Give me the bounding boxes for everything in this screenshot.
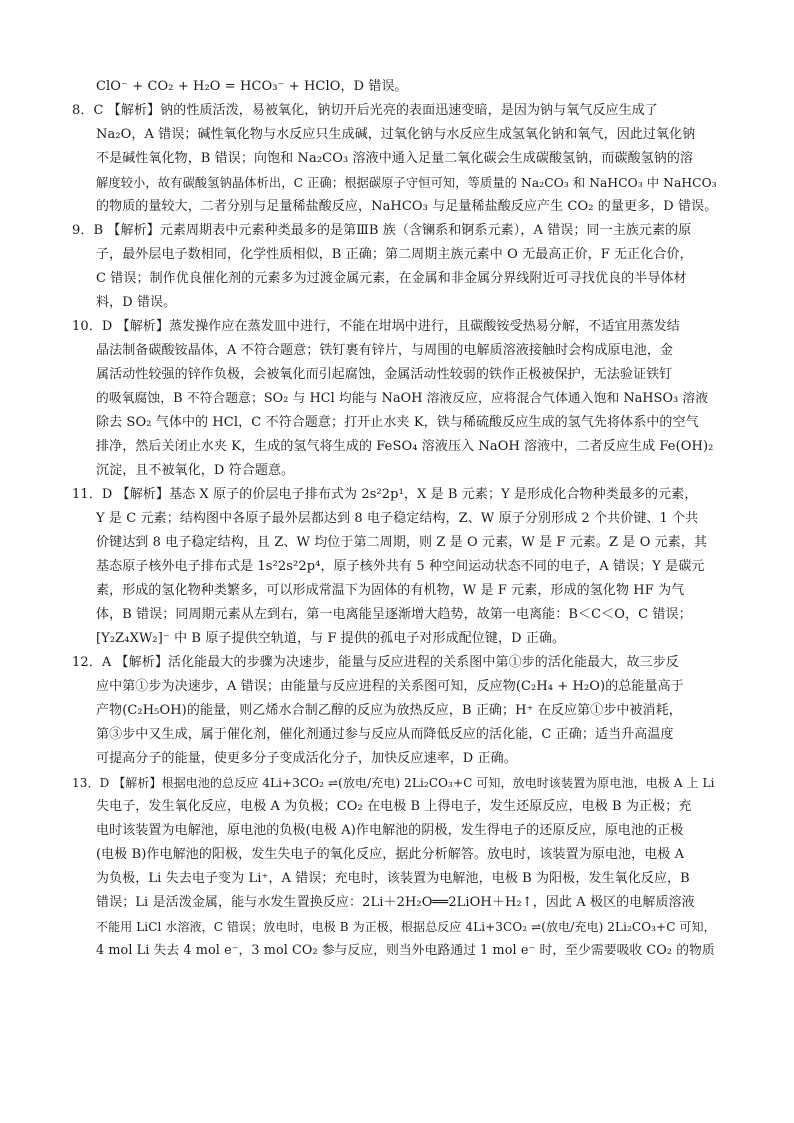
- text-line: 不能用 LiCl 水溶液，C 错误；放电时，电极 B 为正极，根据总反应 4Li+3CO₂ ⇌(放电/充电) 2Li₂CO₃+C 可知，: [96, 920, 716, 934]
- text-line: 12．A 【解析】活化能最大的步骤为决速步，能量与反应进程的关系图中第①步的活化能最大，故三步反: [72, 655, 679, 670]
- text-line: 晶法制备碳酸铵晶体，A 不符合题意；铁钉裹有锌片，与周围的电解质溶液接触时会构成原电池，金: [96, 343, 674, 358]
- text-line: 除去 SO₂ 气体中的 HCl，C 不符合题意；打开止水夹 K，铁与稀硫酸反应生成的氢气先将体系中的空气: [96, 415, 699, 430]
- text-line: 解度较小，故有碳酸氢钠晶体析出，C 正确；根据碳原子守恒可知，等质量的 Na₂CO₃ 和 NaHCO₃ 中 NaHCO₃: [96, 176, 717, 190]
- text-line: 属活动性较强的锌作负极，会被氧化而引起腐蚀，金属活动性较弱的铁作正极被保护，无法验证铁钉: [96, 367, 673, 382]
- text-line: (电极 B)作电解池的阳极，发生失电子的氧化反应，据此分析解答。放电时，该装置为原电池，电极 A: [96, 847, 685, 862]
- text-line: 的物质的量较大，二者分别与足量稀盐酸反应，NaHCO₃ 与足量稀盐酸反应产生 CO₂ 的量更多，D 错误。: [96, 199, 718, 214]
- text-line: 子，最外层电子数相同，化学性质相似，B 正确；第二周期主族元素中 O 无最高正价，F 无正化合价，: [96, 247, 693, 262]
- text-line: 为负极，Li 失去电子变为 Li⁺，A 错误；充电时，该装置为电解池，电极 B 为阳极，发生氧化反应，B: [96, 871, 690, 886]
- text-line: 体，B 错误；同周期元素从左到右，第一电离能呈逐渐增大趋势，故第一电离能：B＜C＜O，C 错误；: [96, 607, 692, 622]
- text-line: 失电子，发生氧化反应，电极 A 为负极；CO₂ 在电极 B 上得电子，发生还原反应，电极 B 为正极；充: [96, 799, 692, 814]
- text-line: C 错误；制作优良催化剂的元素多为过渡金属元素，在金属和非金属分界线附近可寻找优良的半导体材: [96, 271, 687, 286]
- text-line: 排净，然后关闭止水夹 K，生成的氢气将生成的 FeSO₄ 溶液压入 NaOH 溶液中，二者反应生成 Fe(OH)₂: [96, 439, 714, 454]
- text-line: [Y₂Z₄XW₂]⁻ 中 B 原子提供空轨道，与 F 提供的孤电子对形成配位键，D 正确。: [96, 631, 566, 646]
- text-line: 不是碱性氧化物，B 错误；向饱和 Na₂CO₃ 溶液中通入足量二氧化碳会生成碳酸氢钠，而碳酸氢钠的溶: [96, 151, 694, 166]
- text-line: ClO⁻ + CO₂ + H₂O = HCO₃⁻ + HClO，D 错误。: [96, 79, 408, 94]
- text-line: 的吸氧腐蚀，B 不符合题意；SO₂ 与 HCl 均能与 NaOH 溶液反应，应将混合气体通入饱和 NaHSO₃ 溶液: [96, 391, 709, 406]
- text-line: 电时该装置为电解池，原电池的负极(电极 A)作电解池的阴极，发生得电子的还原反应，原电池的正极: [96, 823, 684, 838]
- text-line: 第③步中又生成，属于催化剂，催化剂通过参与反应从而降低反应的活化能，C 正确；适当升高温度: [96, 727, 674, 742]
- text-line: Y 是 C 元素；结构图中各原子最外层都达到 8 电子稳定结构，Z、W 原子分别形成 2 个共价键、1 个共: [96, 511, 699, 526]
- text-line: 9．B 【解析】元素周期表中元素种类最多的是第ⅢB 族（含镧系和锕系元素），A 错误；同一主族元素的原: [72, 223, 692, 238]
- text-line: 基态原子核外电子排布式是 1s²2s²2p⁴，原子核外共有 5 种空间运动状态不同的电子，A 错误；Y 是碳元: [96, 559, 705, 574]
- text-line: 10．D 【解析】蒸发操作应在蒸发皿中进行，不能在坩埚中进行，且碳酸铵受热易分解，不适宜用蒸发结: [72, 319, 680, 334]
- text-line: 沉淀，且不被氧化，D 符合题意。: [96, 463, 295, 478]
- text-line: Na₂O，A 错误；碱性氧化物与水反应只生成碱，过氧化钠与水反应生成氢氧化钠和氧气，因此过氧化钠: [96, 127, 696, 142]
- text-line: 可提高分子的能量，使更多分子变成活化分子，加快反应速率，D 正确。: [96, 751, 517, 766]
- text-line: 4 mol Li 失去 4 mol e⁻，3 mol CO₂ 参与反应，则当外电路通过 1 mol e⁻ 时，至少需要吸收 CO₂ 的物质: [96, 943, 715, 958]
- text-line: 13．D 【解析】根据电池的总反应 4Li+3CO₂ ⇌(放电/充电) 2Li₂CO₃+C 可知，放电时该装置为原电池，电极 A 上 Li: [72, 776, 715, 790]
- text-line: 价键达到 8 电子稳定结构，且 Z、W 均位于第二周期，则 Z 是 O 元素，W 是 F 元素。Z 是 O 元素，其: [96, 535, 708, 550]
- text-line: 料，D 错误。: [96, 295, 177, 310]
- text-line: 素，形成的氢化物种类繁多，可以形成常温下为固体的有机物，W 是 F 元素，形成的氢化物 HF 为气: [96, 583, 685, 598]
- text-line: 8．C 【解析】钠的性质活泼，易被氧化，钠切开后光亮的表面迅速变暗，是因为钠与氧气反应生成了: [72, 103, 658, 118]
- text-line: 应中第①步为决速步，A 错误；由能量与反应进程的关系图可知，反应物(C₂H₄ + H₂O)的总能量高于: [96, 679, 684, 694]
- text-line: 产物(C₂H₅OH)的能量，则乙烯水合制乙醇的反应为放热反应，B 正确；H⁺ 在反应第①步中被消耗，: [96, 703, 682, 718]
- text-line: 错误；Li 是活泼金属，能与水发生置换反应：2Li＋2H₂O══2LiOH＋H₂↑，因此 A 极区的电解质溶液: [96, 895, 695, 910]
- text-line: 11．D 【解析】基态 X 原子的价层电子排布式为 2s²2p¹，X 是 B 元素；Y 是形成化合物种类最多的元素，: [72, 487, 698, 502]
